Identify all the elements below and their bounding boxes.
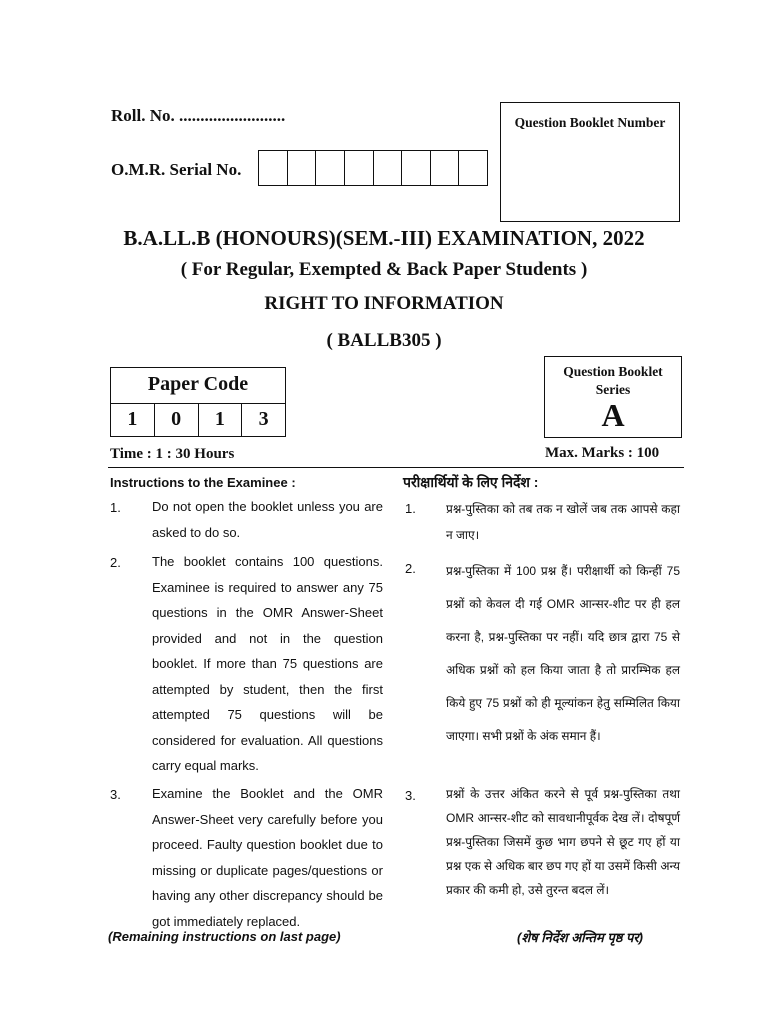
omr-serial-box bbox=[374, 151, 403, 185]
instruction-text: Examine the Booklet and the OMR Answer-Sheet very carefully before you proceed. Faulty question booklet due to missing or duplicate pages/questions or having any other discrepancy should be got immediately replaced. bbox=[152, 786, 383, 929]
instruction-number: 3. bbox=[110, 787, 121, 802]
omr-serial-label: O.M.R. Serial No. bbox=[111, 160, 242, 179]
paper-code-digit: 0 bbox=[155, 404, 199, 437]
divider bbox=[108, 467, 684, 468]
instruction-text-hindi: प्रश्न-पुस्तिका में 100 प्रश्न हैं। परीक्षार्थी को किन्हीं 75 प्रश्नों को केवल दी गई OMR आन्सर-शीट पर ही हल करना है, प्रश्न-पुस्तिका पर नहीं। यदि छात्र द्वारा 75 से अधिक प्रश्नों को हल किया जाता है तो प्रारम्भिक हल किये हुए 75 प्रश्नों को ही मूल्यांकन हेतु सम्मिलित किया जाएगा। सभी प्रश्नों के अंक समान हैं। bbox=[446, 564, 680, 743]
exam-subtitle: ( For Regular, Exempted & Back Paper Students ) bbox=[180, 259, 588, 280]
series-label-line2: Series bbox=[595, 382, 631, 397]
question-booklet-number-box bbox=[500, 102, 680, 222]
instruction-number: 1. bbox=[405, 501, 416, 516]
series-value: A bbox=[601, 397, 625, 433]
instructions-heading-english: Instructions to the Examinee : bbox=[110, 475, 296, 490]
omr-serial-box bbox=[316, 151, 345, 185]
omr-serial-box bbox=[459, 151, 487, 185]
exam-title: B.A.LL.B (HONOURS)(SEM.-III) EXAMINATION, 2022 bbox=[123, 226, 645, 250]
remaining-instructions-note-english: (Remaining instructions on last page) bbox=[108, 929, 341, 944]
paper-code-box bbox=[110, 367, 286, 437]
omr-serial-box bbox=[431, 151, 460, 185]
omr-serial-box bbox=[259, 151, 288, 185]
remaining-instructions-note-hindi: (शेष निर्देश अन्तिम पृष्ठ पर) bbox=[517, 930, 644, 945]
question-booklet-number-label: Question Booklet Number bbox=[514, 115, 666, 130]
instruction-number: 3. bbox=[405, 788, 416, 803]
omr-serial-box bbox=[345, 151, 374, 185]
instruction-text: The booklet contains 100 questions. Examinee is required to answer any 75 questions in the OMR Answer-Sheet provided and not in the question booklet. If more than 75 questions are attempted by student, then the first attempted 75 questions will be considered for evaluation. All questions carry equal marks. bbox=[152, 554, 383, 773]
max-marks: Max. Marks : 100 bbox=[545, 445, 660, 461]
omr-serial-box bbox=[288, 151, 317, 185]
roll-number-field: Roll. No. ......................... bbox=[111, 106, 286, 125]
instructions-heading-hindi: परीक्षार्थियों के लिए निर्देश : bbox=[403, 474, 539, 490]
instruction-text-hindi: प्रश्न-पुस्तिका को तब तक न खोलें जब तक आपसे कहा न जाए। bbox=[446, 502, 680, 542]
instruction-text-hindi: प्रश्नों के उत्तर अंकित करने से पूर्व प्रश्न-पुस्तिका तथा OMR आन्सर-शीट को सावधानीपूर्वक देख लें। दोषपूर्ण प्रश्न-पुस्तिका जिसमें कुछ भाग छपने से छूट गए हों या प्रश्न एक से अधिक बार छप गए हों या उसमें किसी अन्य प्रकार की कमी हो, उसे तुरन्त बदल लें। bbox=[446, 787, 680, 897]
booklet-series-box bbox=[544, 356, 682, 438]
paper-code-digit: 1 bbox=[111, 404, 155, 437]
paper-code-label: Paper Code bbox=[111, 368, 285, 404]
instruction-text: Do not open the booklet unless you are asked to do so. bbox=[152, 499, 383, 540]
course-code: ( BALLB305 ) bbox=[326, 330, 442, 351]
omr-serial-boxes bbox=[258, 150, 488, 186]
subject-title: RIGHT TO INFORMATION bbox=[264, 293, 504, 314]
instruction-number: 1. bbox=[110, 500, 121, 515]
instruction-number: 2. bbox=[405, 561, 416, 576]
paper-code-digit: 3 bbox=[258, 408, 269, 430]
paper-code-digit: 1 bbox=[199, 404, 243, 437]
instruction-number: 2. bbox=[110, 555, 121, 570]
series-label-line1: Question Booklet bbox=[563, 364, 663, 379]
time-duration: Time : 1 : 30 Hours bbox=[110, 446, 235, 462]
omr-serial-box bbox=[402, 151, 431, 185]
paper-code-digits bbox=[111, 404, 285, 437]
